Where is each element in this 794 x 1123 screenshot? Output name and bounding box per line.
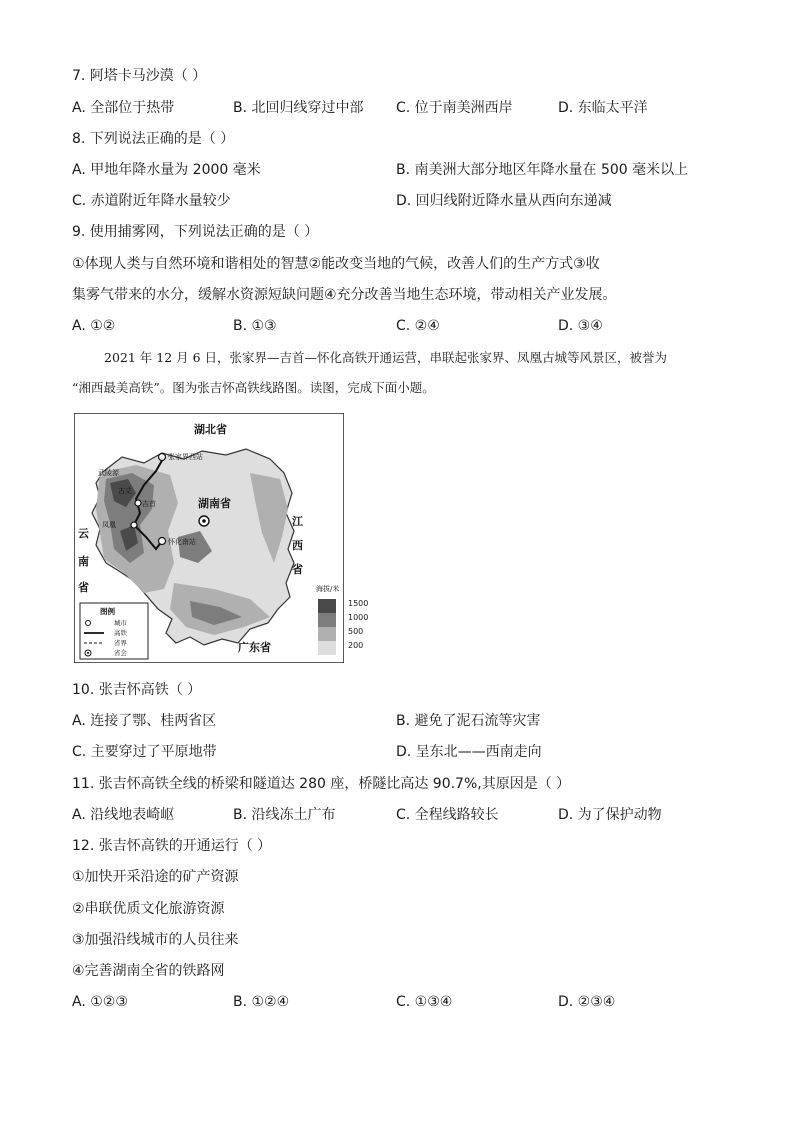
q8-option-d: D. 回归线附近降水量从西向东递减	[396, 193, 612, 209]
q9-option-b: B. ①③	[233, 318, 277, 334]
q9-option-d: D. ③④	[558, 318, 603, 334]
q12-stem: 12. 张吉怀高铁的开通运行（ ）	[72, 838, 272, 854]
label-hubei: 湖北省	[194, 423, 227, 436]
q7-option-a: A. 全部位于热带	[72, 100, 175, 116]
q12-item-2: ②串联优质文化旅游资源	[72, 901, 225, 917]
legend-capital-dot	[87, 652, 89, 654]
q11-stem: 11. 张吉怀高铁全线的桥梁和隧道达 280 座，桥隧比高达 90.7%,其原因是（ ）	[72, 776, 571, 792]
q10-stem: 10. 张吉怀高铁（ ）	[72, 682, 202, 698]
intro-line-2: “湘西最美高铁”。图为张吉怀高铁线路图。读图，完成下面小题。	[72, 380, 435, 395]
q12-item-3: ③加强沿线城市的人员往来	[72, 932, 239, 948]
elev-swatch-mid	[318, 613, 336, 627]
q9-line-1: ①体现人类与自然环境和谐相处的智慧②能改变当地的气候，改善人们的生产方式③收	[72, 256, 600, 272]
label-jiangxi-1: 江	[292, 515, 303, 528]
q7-stem: 7. 阿塔卡马沙漠（ ）	[72, 68, 207, 84]
q12-item-1: ①加快开采沿途的矿产资源	[72, 869, 239, 885]
q11-option-c: C. 全程线路较长	[396, 807, 499, 823]
fenghuang-marker	[131, 522, 137, 528]
q11-option-d: D. 为了保护动物	[558, 807, 662, 823]
q12-option-d: D. ②③④	[558, 994, 616, 1010]
legend-city: 城市	[114, 619, 127, 627]
q11-option-a: A. 沿线地表崎岖	[72, 807, 175, 823]
label-wulingyuan: 武陵源	[98, 469, 119, 477]
label-guizhou-2: 南	[78, 555, 89, 568]
q12-option-b: B. ①②④	[233, 994, 290, 1010]
legend-capital: 省会	[114, 649, 127, 657]
label-guzhang: 古丈	[118, 487, 132, 495]
label-huaihua: 怀化南站	[168, 538, 196, 546]
label-guangdong: 广东省	[238, 641, 271, 654]
label-jishou: 吉首	[142, 500, 156, 508]
q11-option-b: B. 沿线冻土广布	[233, 807, 336, 823]
elev-500: 500	[348, 627, 364, 636]
label-zhangjiajie: 张家界西站	[168, 453, 203, 461]
elev-200: 200	[348, 641, 364, 650]
label-hunan: 湖南省	[198, 497, 231, 510]
q9-stem: 9. 使用捕雾网，下列说法正确的是（ ）	[72, 224, 319, 240]
q10-option-a: A. 连接了鄂、桂两省区	[72, 713, 217, 729]
elev-1500: 1500	[348, 599, 369, 608]
legend-city-symbol	[86, 621, 91, 626]
elev-swatch-plain	[318, 641, 336, 655]
elevation-title: 海拔/米	[316, 585, 340, 593]
q12-option-c: C. ①③④	[396, 994, 453, 1010]
intro-line-1: 2021 年 12 月 6 日，张家界—吉首—怀化高铁开通运营，串联起张家界、凤凰古城等风景区，被誉为	[104, 350, 668, 365]
q9-option-a: A. ①②	[72, 318, 116, 334]
railway-map	[74, 413, 344, 663]
q8-option-b: B. 南美洲大部分地区年降水量在 500 毫米以上	[396, 162, 689, 178]
capital-marker-dot	[202, 519, 206, 523]
q9-option-c: C. ②④	[396, 318, 440, 334]
huaihua-marker	[159, 538, 166, 545]
q7-option-c: C. 位于南美洲西岸	[396, 100, 513, 116]
q10-option-b: B. 避免了泥石流等灾害	[396, 713, 541, 729]
label-guizhou-1: 云	[78, 527, 89, 540]
elev-swatch-high	[318, 599, 336, 613]
legend-rail: 高铁	[114, 629, 127, 637]
legend-border: 省界	[114, 639, 127, 647]
q12-option-a: A. ①②③	[72, 994, 128, 1010]
elev-1000: 1000	[348, 613, 369, 622]
label-jiangxi-2: 西	[292, 539, 303, 552]
q8-option-c: C. 赤道附近年降水量较少	[72, 193, 231, 209]
label-guizhou-3: 省	[78, 581, 89, 594]
q12-item-4: ④完善湖南全省的铁路网	[72, 963, 225, 979]
legend-title: 图例	[100, 607, 115, 616]
label-fenghuang: 凤凰	[102, 521, 116, 529]
q10-option-c: C. 主要穿过了平原地带	[72, 744, 217, 760]
q7-option-d: D. 东临太平洋	[558, 100, 648, 116]
label-jiangxi-3: 省	[292, 563, 303, 576]
q8-stem: 8. 下列说法正确的是（ ）	[72, 131, 235, 147]
zhangjiajie-marker	[159, 454, 166, 461]
q9-line-2: 集雾气带来的水分，缓解水资源短缺问题④充分改善当地生态环境，带动相关产业发展。	[72, 287, 617, 303]
q7-option-b: B. 北回归线穿过中部	[233, 100, 364, 116]
elev-swatch-low	[318, 627, 336, 641]
q8-option-a: A. 甲地年降水量为 2000 毫米	[72, 162, 261, 178]
q10-option-d: D. 呈东北——西南走向	[396, 744, 542, 760]
jishou-marker	[135, 500, 141, 506]
